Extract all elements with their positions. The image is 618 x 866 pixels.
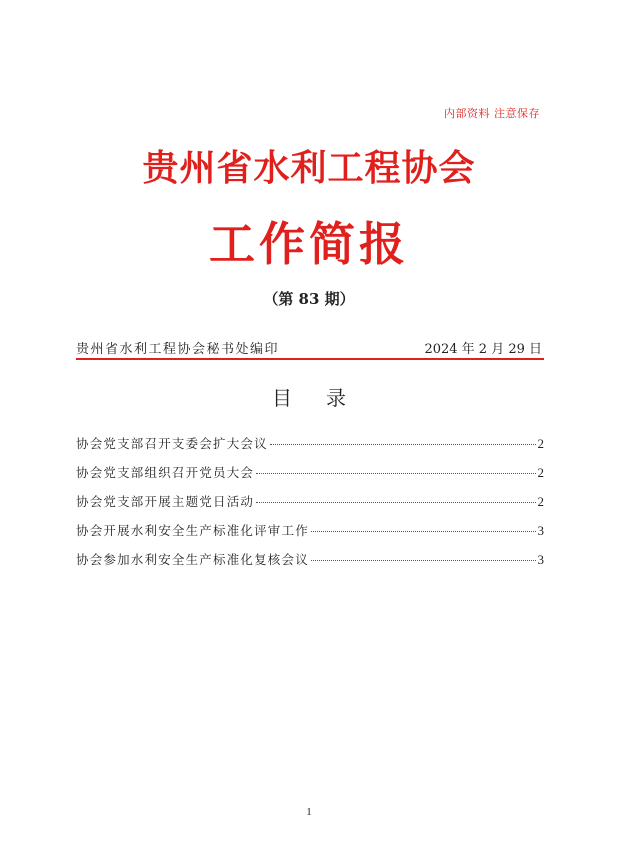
publisher-name: 贵州省水利工程协会秘书处编印	[76, 342, 280, 357]
publication-date: 2024 年 2 月 29 日	[424, 342, 542, 357]
toc-item-page: 2	[537, 465, 544, 480]
issue-number: （第 83 期）	[263, 290, 355, 308]
toc-item-title: 协会党支部开展主题党日活动	[76, 494, 255, 509]
red-divider	[76, 358, 544, 360]
toc-item-page: 2	[537, 494, 544, 509]
toc-item-title: 协会参加水利安全生产标准化复核会议	[76, 552, 309, 567]
toc-item-page: 2	[537, 436, 544, 451]
toc-item-page: 3	[537, 523, 544, 538]
page-number: 1	[306, 806, 312, 818]
toc-item-title: 协会党支部召开支委会扩大会议	[76, 436, 268, 451]
toc-item-title: 协会党支部组织召开党员大会	[76, 465, 255, 480]
toc-heading: 目录	[272, 386, 380, 410]
toc-item[interactable]	[76, 550, 544, 579]
toc-dot-leader	[256, 502, 535, 503]
toc-item[interactable]	[76, 463, 544, 492]
organization-title: 贵州省水利工程协会	[142, 147, 476, 189]
toc-item-title: 协会开展水利安全生产标准化评审工作	[76, 523, 309, 538]
toc-item-page: 3	[537, 552, 544, 567]
brief-title: 工作简报	[209, 217, 409, 271]
toc-item[interactable]	[76, 492, 544, 521]
confidential-label: 内部资料 注意保存	[444, 107, 540, 120]
publisher-row	[76, 338, 544, 358]
toc-dot-leader	[270, 444, 536, 445]
toc-dot-leader	[256, 473, 535, 474]
toc-item[interactable]	[76, 434, 544, 463]
toc-dot-leader	[311, 560, 536, 561]
toc-list	[76, 434, 544, 579]
toc-item[interactable]	[76, 521, 544, 550]
toc-dot-leader	[311, 531, 536, 532]
